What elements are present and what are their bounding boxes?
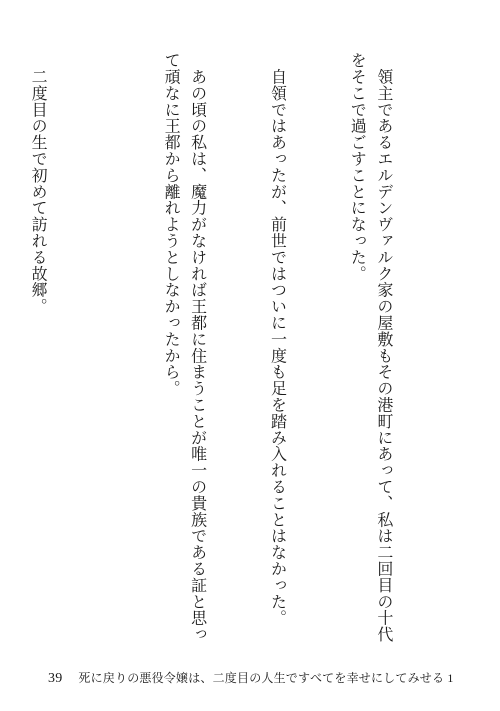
paragraph: 自領ではあったが、前世ではついに一度も足を踏み入れることはなかった。 [268,52,288,626]
paragraph: 領主であるエルデンヴァルク家の屋敷もその港町にあって、私は二回目の十代をそこで過ごすことになった。 [348,52,394,643]
paragraph: 二度目の生で初めて訪れる故郷。 [29,52,49,315]
body-text [29,52,450,648]
page-number: 39 [48,671,63,686]
page-footer [48,669,454,687]
book-title: 死に戻りの悪役令嬢は、二度目の人生ですべてを幸せにしてみせる 1 [78,671,454,685]
paragraph: あの頃の私は、魔力がなければ王都に住まうことが唯一の貴族である証と思って頑なに王都から離れようとしなかったから。 [162,52,208,643]
